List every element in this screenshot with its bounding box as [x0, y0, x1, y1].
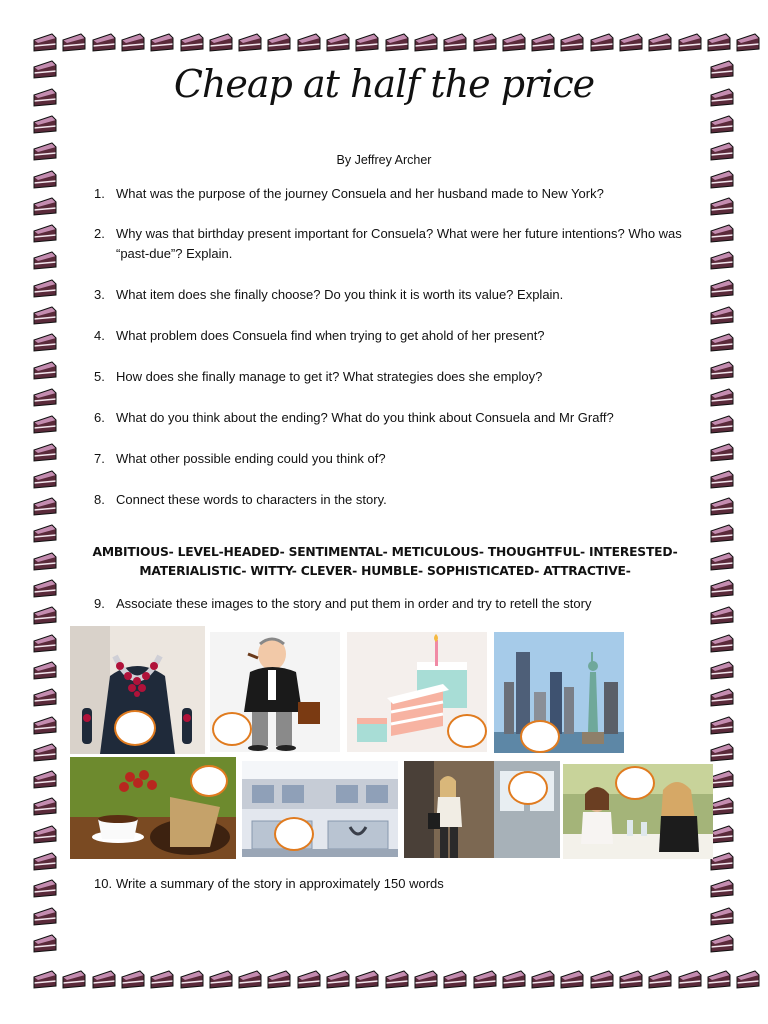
cake-slice-icon: [709, 550, 735, 572]
question-number: 10.: [94, 876, 113, 891]
question-10: [94, 874, 694, 894]
cake-slice-icon: [32, 31, 58, 53]
cake-slice-icon: [709, 331, 735, 353]
question-5: [94, 367, 694, 387]
cake-slice-icon: [120, 31, 146, 53]
cake-slice-icon: [709, 686, 735, 708]
answer-oval[interactable]: [114, 710, 156, 746]
cake-slice-icon: [706, 968, 732, 990]
cake-slice-icon: [709, 632, 735, 654]
cake-slice-icon: [709, 222, 735, 244]
cake-slice-icon: [91, 968, 117, 990]
cake-slice-icon: [706, 31, 732, 53]
cake-slice-icon: [709, 113, 735, 135]
cake-slice-icon: [32, 795, 58, 817]
cake-slice-icon: [32, 222, 58, 244]
cake-slice-icon: [32, 441, 58, 463]
cake-slice-icon: [709, 659, 735, 681]
cake-slice-icon: [32, 823, 58, 845]
question-2: [94, 224, 694, 264]
answer-oval[interactable]: [190, 765, 228, 797]
cake-slice-icon: [32, 932, 58, 954]
cake-slice-icon: [709, 386, 735, 408]
question-9: [94, 594, 694, 614]
cake-slice-icon: [530, 968, 556, 990]
cake-slice-icon: [384, 968, 410, 990]
cake-slice-icon: [442, 31, 468, 53]
author-line: By Jeffrey Archer: [336, 153, 432, 167]
cake-slice-icon: [413, 968, 439, 990]
cake-slice-icon: [266, 968, 292, 990]
question-number: 1.: [94, 186, 105, 201]
cake-slice-icon: [530, 31, 556, 53]
cake-slice-icon: [709, 604, 735, 626]
page-title: Cheap at half the price: [173, 62, 595, 106]
cake-slice-icon: [266, 31, 292, 53]
cake-slice-icon: [677, 31, 703, 53]
question-text: Why was that birthday present important for Consuela? What were her future intentions? Who was “past-due”? Explain.: [116, 226, 682, 261]
cake-slice-icon: [32, 277, 58, 299]
cake-slice-icon: [32, 359, 58, 381]
cake-slice-icon: [442, 968, 468, 990]
cake-slice-icon: [32, 304, 58, 326]
cake-slice-icon: [120, 968, 146, 990]
answer-oval[interactable]: [447, 714, 487, 748]
cake-slice-icon: [32, 386, 58, 408]
cake-slice-icon: [647, 31, 673, 53]
cake-slice-icon: [179, 31, 205, 53]
cake-slice-icon: [32, 168, 58, 190]
cake-slice-icon: [32, 741, 58, 763]
cake-slice-icon: [32, 632, 58, 654]
cake-slice-icon: [32, 905, 58, 927]
cake-slice-icon: [32, 331, 58, 353]
question-number: 5.: [94, 369, 105, 384]
cake-slice-icon: [559, 968, 585, 990]
question-8: [94, 490, 694, 510]
cake-slice-icon: [709, 741, 735, 763]
cake-slice-icon: [149, 31, 175, 53]
answer-oval[interactable]: [212, 712, 252, 746]
cake-slice-icon: [179, 968, 205, 990]
cake-slice-icon: [296, 31, 322, 53]
cake-slice-icon: [61, 968, 87, 990]
cake-slice-icon: [709, 413, 735, 435]
question-number: 8.: [94, 492, 105, 507]
question-number: 9.: [94, 596, 105, 611]
adjective-line: MATERIALISTIC- WITTY- CLEVER- HUMBLE- SOPHISTICATED- ATTRACTIVE-: [139, 564, 631, 578]
cake-slice-icon: [237, 31, 263, 53]
cake-slice-icon: [32, 686, 58, 708]
question-text: Write a summary of the story in approximately 150 words: [116, 876, 444, 891]
cake-slice-icon: [32, 522, 58, 544]
question-number: 3.: [94, 287, 105, 302]
cake-slice-icon: [354, 31, 380, 53]
cake-slice-icon: [472, 31, 498, 53]
question-text: What item does she finally choose? Do you think it is worth its value? Explain.: [116, 287, 564, 302]
question-text: What was the purpose of the journey Consuela and her husband made to New York?: [116, 186, 604, 201]
cake-slice-icon: [32, 195, 58, 217]
cake-slice-icon: [709, 714, 735, 736]
cake-slice-icon: [709, 168, 735, 190]
cake-slice-icon: [709, 249, 735, 271]
cake-slice-icon: [709, 304, 735, 326]
cake-slice-icon: [709, 195, 735, 217]
cake-slice-icon: [559, 31, 585, 53]
cake-slice-icon: [384, 31, 410, 53]
cake-slice-icon: [501, 31, 527, 53]
cake-slice-icon: [618, 31, 644, 53]
question-7: [94, 449, 694, 469]
cake-slice-icon: [709, 277, 735, 299]
cake-slice-icon: [32, 249, 58, 271]
necklace-image[interactable]: [70, 626, 205, 754]
cake-slice-icon: [709, 522, 735, 544]
jewelry-store-image[interactable]: [242, 761, 398, 857]
cake-slice-icon: [32, 550, 58, 572]
cake-slice-icon: [32, 850, 58, 872]
cake-slice-icon: [735, 968, 761, 990]
question-number: 6.: [94, 410, 105, 425]
woman-walking-image[interactable]: [404, 761, 560, 858]
question-text: What other possible ending could you think of?: [116, 451, 386, 466]
new-york-image[interactable]: [494, 632, 624, 753]
question-number: 4.: [94, 328, 105, 343]
question-3: [94, 285, 694, 305]
question-number: 7.: [94, 451, 105, 466]
cake-slice-icon: [32, 577, 58, 599]
cake-slice-icon: [32, 714, 58, 736]
question-text: What problem does Consuela find when trying to get ahold of her present?: [116, 328, 545, 343]
cake-slice-icon: [709, 495, 735, 517]
cake-slice-icon: [709, 577, 735, 599]
coffee-image[interactable]: [70, 757, 236, 859]
cake-slice-icon: [501, 968, 527, 990]
cake-slice-icon: [354, 968, 380, 990]
cake-slice-icon: [709, 441, 735, 463]
cake-slice-icon: [208, 968, 234, 990]
answer-oval[interactable]: [520, 720, 560, 753]
cake-slice-icon: [709, 468, 735, 490]
cake-slice-icon: [709, 905, 735, 927]
cake-slice-icon: [709, 877, 735, 899]
cake-slice-icon: [589, 31, 615, 53]
question-text: Connect these words to characters in the story.: [116, 492, 387, 507]
cake-slice-icon: [647, 968, 673, 990]
cake-slice-icon: [32, 113, 58, 135]
adjective-list: [80, 543, 690, 581]
question-text: What do you think about the ending? What do you think about Consuela and Mr Graff?: [116, 410, 614, 425]
birthday-cake-image[interactable]: [347, 632, 487, 752]
cake-slice-icon: [32, 659, 58, 681]
cake-slice-icon: [325, 31, 351, 53]
cake-slice-icon: [618, 968, 644, 990]
answer-oval[interactable]: [508, 771, 548, 805]
cake-slice-icon: [735, 31, 761, 53]
question-6: [94, 408, 694, 428]
cake-slice-icon: [32, 468, 58, 490]
cake-slice-icon: [32, 413, 58, 435]
cake-slice-icon: [32, 768, 58, 790]
cake-slice-icon: [61, 31, 87, 53]
rich-man-image[interactable]: [210, 632, 340, 752]
cake-slice-icon: [91, 31, 117, 53]
cake-slice-icon: [413, 31, 439, 53]
cake-slice-icon: [32, 495, 58, 517]
cake-slice-icon: [208, 31, 234, 53]
women-lunch-image[interactable]: [563, 764, 713, 859]
cake-slice-icon: [296, 968, 322, 990]
cake-slice-icon: [237, 968, 263, 990]
question-number: 2.: [94, 226, 105, 241]
cake-slice-icon: [709, 359, 735, 381]
cake-slice-icon: [677, 968, 703, 990]
adjective-line: AMBITIOUS- LEVEL-HEADED- SENTIMENTAL- METICULOUS- THOUGHTFUL- INTERESTED-: [92, 545, 678, 559]
cake-slice-icon: [32, 968, 58, 990]
cake-slice-icon: [32, 604, 58, 626]
cake-slice-icon: [149, 968, 175, 990]
question-4: [94, 326, 694, 346]
question-1: [94, 184, 694, 204]
cake-slice-icon: [325, 968, 351, 990]
answer-oval[interactable]: [615, 766, 655, 800]
answer-oval[interactable]: [274, 817, 314, 851]
question-text: How does she finally manage to get it? What strategies does she employ?: [116, 369, 543, 384]
cake-slice-icon: [589, 968, 615, 990]
cake-slice-icon: [709, 932, 735, 954]
cake-slice-icon: [32, 877, 58, 899]
question-text: Associate these images to the story and put them in order and try to retell the story: [116, 596, 592, 611]
cake-slice-icon: [472, 968, 498, 990]
